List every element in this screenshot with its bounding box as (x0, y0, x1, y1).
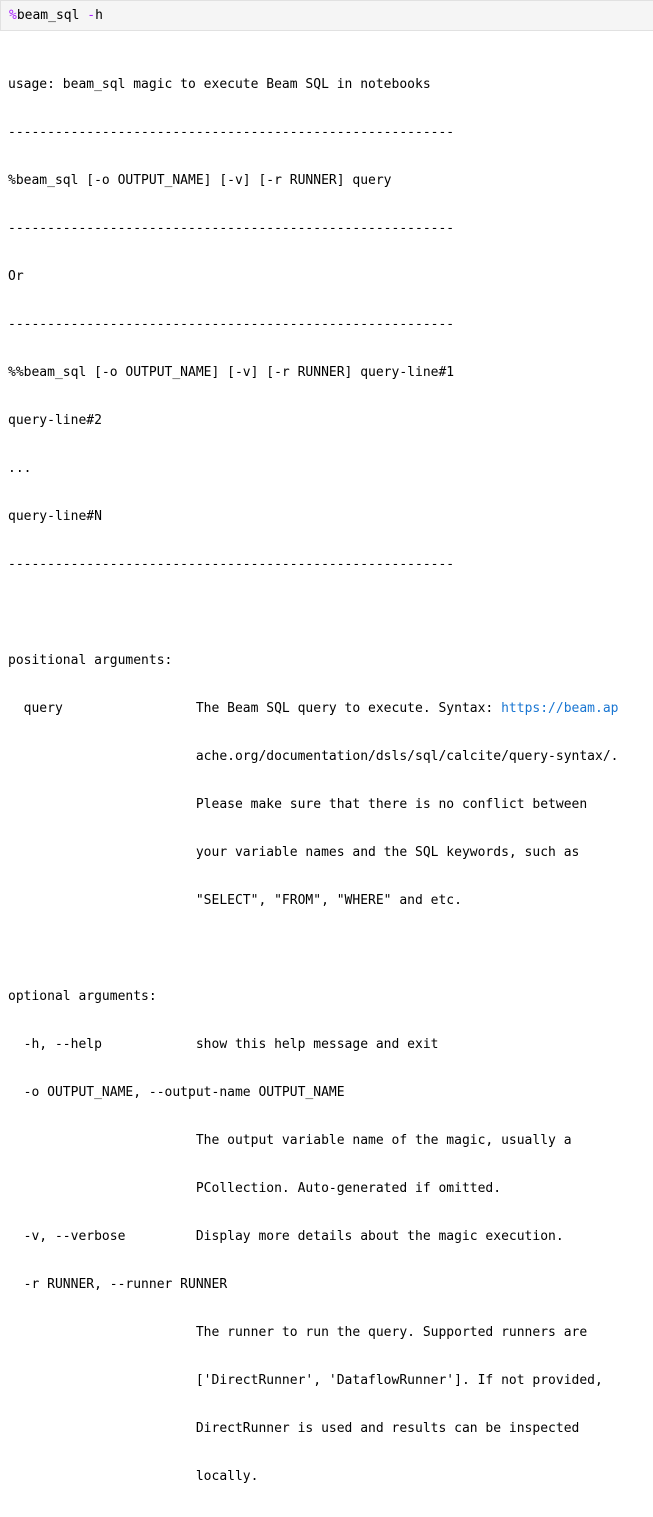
separator-line: --------------------------------------------------------- (8, 557, 455, 572)
runner-help-continuation: DirectRunner is used and results can be inspected (8, 1421, 580, 1436)
output-name-option-row: -o OUTPUT_NAME, --output-name OUTPUT_NAME (8, 1085, 345, 1100)
usage-title-line: usage: beam_sql magic to execute Beam SQL in notebooks (8, 77, 431, 92)
query-help-continuation: Please make sure that there is no conflict between (8, 797, 588, 812)
verbose-option-row: -v, --verbose Display more details about the magic execution. (8, 1229, 564, 1244)
separator-line: --------------------------------------------------------- (8, 221, 455, 236)
cell-output (0, 31, 653, 1517)
or-label: Or (8, 269, 24, 284)
flag-letter-token: h (95, 8, 103, 23)
output-name-help-continuation: PCollection. Auto-generated if omitted. (8, 1181, 502, 1196)
cell-magic-usage-lineN: query-line#N (8, 509, 102, 524)
line-magic-usage: %beam_sql [-o OUTPUT_NAME] [-v] [-r RUNNER] query (8, 173, 392, 188)
runner-help-continuation: The runner to run the query. Supported runners are (8, 1325, 588, 1340)
runner-help-continuation: locally. (8, 1469, 259, 1484)
output-name-help-continuation: The output variable name of the magic, usually a (8, 1133, 572, 1148)
query-argument-row (8, 701, 649, 717)
blank-line (8, 605, 649, 621)
help-option-row: -h, --help show this help message and exit (8, 1037, 439, 1052)
query-help-continuation: your variable names and the SQL keywords, such as (8, 845, 580, 860)
cell-magic-usage-line2: query-line#2 (8, 413, 102, 428)
ellipsis-line: ... (8, 461, 32, 476)
query-help-continuation: ache.org/documentation/dsls/sql/calcite/query-syntax/. (8, 749, 619, 764)
separator-line: --------------------------------------------------------- (8, 317, 455, 332)
magic-name-token: beam_sql (16, 8, 80, 23)
separator-line: --------------------------------------------------------- (8, 125, 455, 140)
query-help-continuation: "SELECT", "FROM", "WHERE" and etc. (8, 893, 462, 908)
positional-arguments-header: positional arguments: (8, 653, 173, 668)
magic-percent-token: % (9, 8, 17, 23)
flag-dash-token: - (87, 8, 96, 23)
optional-arguments-header: optional arguments: (8, 989, 157, 1004)
beam-docs-link[interactable]: https://beam.ap (501, 701, 619, 716)
blank-line (8, 941, 649, 957)
code-cell-input[interactable] (0, 0, 653, 31)
query-argument-text: query The Beam SQL query to execute. Syntax: (8, 701, 502, 716)
runner-help-continuation: ['DirectRunner', 'DataflowRunner']. If not provided, (8, 1373, 603, 1388)
runner-option-row: -r RUNNER, --runner RUNNER (8, 1277, 228, 1292)
cell-magic-usage-line1: %%beam_sql [-o OUTPUT_NAME] [-v] [-r RUNNER] query-line#1 (8, 365, 455, 380)
